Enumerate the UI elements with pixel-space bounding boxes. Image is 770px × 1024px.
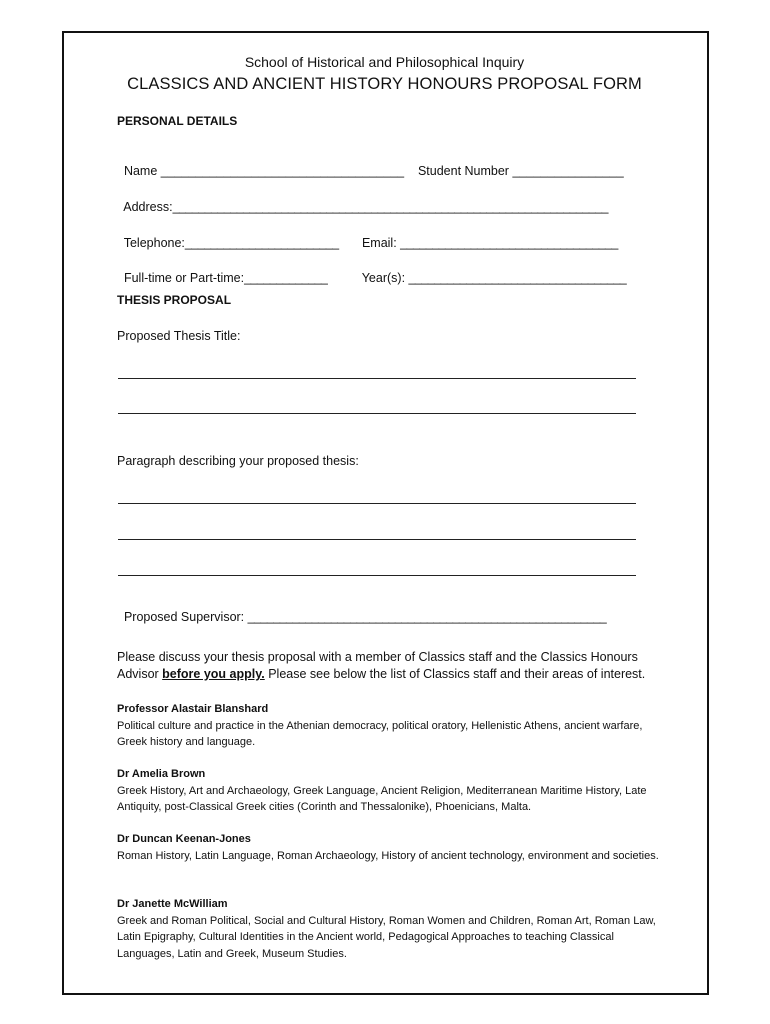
address-blank[interactable]: ____________________________________________________________________ (172, 200, 608, 214)
student-number-field[interactable] (411, 150, 624, 178)
form-title: CLASSICS AND ANCIENT HISTORY HONOURS PROPOSAL FORM (127, 75, 642, 93)
name-blank[interactable]: ___________________________________ (160, 164, 405, 178)
supervisor-field[interactable] (117, 596, 606, 624)
thesis-paragraph-label: Paragraph describing your proposed thesis: (117, 454, 359, 468)
student-number-blank[interactable]: ________________ (512, 164, 624, 178)
thesis-paragraph-line-1[interactable] (118, 503, 636, 504)
years-label: Year(s): (361, 271, 406, 285)
thesis-title-label: Proposed Thesis Title: (117, 329, 241, 343)
telephone-blank[interactable]: ________________________ (184, 236, 339, 250)
thesis-proposal-heading: THESIS PROPOSAL (117, 293, 232, 307)
staff-areas: Greek and Roman Political, Social and Cultural History, Roman Women and Children, Roman Art, Roman Law, Latin Epigraphy, Cultural Identities in the Ancient world, Pedagogical Approaches to teaching Classical Languages, Latin and Greek, Museum Studies. (117, 915, 656, 960)
thesis-paragraph-line-3[interactable] (118, 575, 636, 576)
email-blank[interactable]: __________________________________ (400, 236, 618, 250)
address-label: Address: (123, 200, 173, 214)
staff-areas: Political culture and practice in the Athenian democracy, political oratory, Hellenistic Athens, ancient warfare, Greek history and language. (117, 720, 643, 749)
supervisor-label: Proposed Supervisor: (123, 610, 245, 624)
school-name: School of Historical and Philosophical Inquiry (244, 54, 525, 70)
staff-name: Dr Amelia Brown (117, 768, 206, 780)
student-number-label: Student Number (417, 164, 509, 178)
personal-details-heading: PERSONAL DETAILS (117, 114, 238, 128)
thesis-paragraph-line-2[interactable] (118, 539, 636, 540)
before-you-apply-emphasis: before you apply. (162, 667, 265, 681)
staff-name: Professor Alastair Blanshard (117, 703, 269, 715)
instructions-text-2: Please see below the list of Classics staff and their areas of interest. (264, 667, 646, 681)
staff-name: Dr Duncan Keenan-Jones (117, 833, 251, 845)
thesis-title-line-1[interactable] (118, 378, 636, 379)
instructions-text-1: Please discuss your thesis proposal with a member of Classics staff and the Classics Honours Advisor (117, 650, 638, 681)
email-field[interactable] (355, 222, 618, 250)
address-field[interactable] (117, 186, 608, 214)
fulltime-blank[interactable]: _____________ (244, 271, 328, 285)
years-blank[interactable]: __________________________________ (408, 271, 627, 285)
telephone-label: Telephone: (123, 236, 185, 250)
fulltime-label: Full-time or Part-time: (123, 271, 245, 285)
name-field[interactable] (117, 150, 404, 178)
supervisor-blank[interactable]: ________________________________________________________ (247, 610, 607, 624)
name-label: Name (123, 164, 158, 178)
email-label: Email: (361, 236, 397, 250)
thesis-title-line-2[interactable] (118, 413, 636, 414)
staff-areas: Greek History, Art and Archaeology, Greek Language, Ancient Religion, Mediterranean Maritime History, Late Antiquity, post-Classical Greek cities (Corinth and Thessalonike), Phoenicians, Malta. (117, 785, 647, 814)
fulltime-field[interactable] (117, 257, 327, 285)
instructions-paragraph (117, 649, 677, 683)
staff-name: Dr Janette McWilliam (117, 898, 228, 910)
telephone-field[interactable] (117, 222, 339, 250)
years-field[interactable] (355, 257, 626, 285)
staff-areas: Roman History, Latin Language, Roman Archaeology, History of ancient technology, environment and societies. (117, 850, 659, 862)
